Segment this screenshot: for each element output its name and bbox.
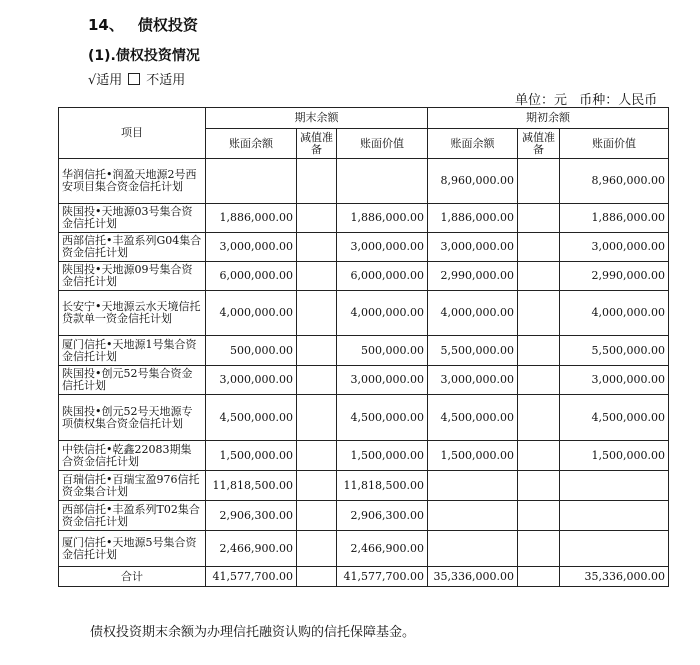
begin-impairment: [518, 233, 560, 262]
total-end-balance: 41,577,700.00: [206, 567, 297, 587]
begin-value: [560, 531, 669, 567]
end-impairment: [297, 441, 337, 471]
table-row: [59, 291, 669, 336]
header-end-impairment: 减值准备: [297, 129, 337, 159]
end-value: 1,886,000.00: [337, 204, 428, 233]
header-begin-group: 期初余额: [428, 108, 669, 129]
begin-impairment: [518, 291, 560, 336]
table-row: [59, 471, 669, 501]
end-impairment: [297, 159, 337, 204]
total-begin-value: 35,336,000.00: [560, 567, 669, 587]
begin-impairment: [518, 501, 560, 531]
header-begin-book-balance: 账面余额: [428, 129, 518, 159]
section-heading: [88, 14, 198, 35]
table-row: [59, 531, 669, 567]
header-end-book-value: 账面价值: [337, 129, 428, 159]
row-name: 中铁信托•乾鑫22083期集合资金信托计划: [59, 441, 206, 471]
table-row: [59, 441, 669, 471]
end-impairment: [297, 204, 337, 233]
begin-impairment: [518, 204, 560, 233]
end-balance: 500,000.00: [206, 336, 297, 366]
end-impairment: [297, 291, 337, 336]
table-row: [59, 159, 669, 204]
begin-balance: 4,000,000.00: [428, 291, 518, 336]
begin-balance: [428, 501, 518, 531]
begin-impairment: [518, 471, 560, 501]
begin-value: 5,500,000.00: [560, 336, 669, 366]
total-begin-impairment: [518, 567, 560, 587]
table-row: [59, 204, 669, 233]
row-name: 陕国投•创元52号天地源专项债权集合资金信托计划: [59, 395, 206, 441]
begin-value: 4,500,000.00: [560, 395, 669, 441]
end-impairment: [297, 233, 337, 262]
begin-value: 1,500,000.00: [560, 441, 669, 471]
begin-balance: [428, 471, 518, 501]
begin-impairment: [518, 366, 560, 395]
end-impairment: [297, 395, 337, 441]
header-begin-book-value: 账面价值: [560, 129, 669, 159]
section-title: 债权投资: [137, 16, 198, 34]
not-applicable-option: 不适用: [146, 73, 186, 88]
end-balance: 11,818,500.00: [206, 471, 297, 501]
begin-balance: 3,000,000.00: [428, 366, 518, 395]
end-impairment: [297, 471, 337, 501]
end-balance: 6,000,000.00: [206, 262, 297, 291]
begin-impairment: [518, 395, 560, 441]
begin-balance: 3,000,000.00: [428, 233, 518, 262]
unit-line: [515, 89, 661, 108]
table-row: [59, 395, 669, 441]
end-value: 500,000.00: [337, 336, 428, 366]
begin-value: [560, 501, 669, 531]
end-value: 11,818,500.00: [337, 471, 428, 501]
unchecked-box-icon: [128, 73, 140, 85]
row-name: 西部信托•丰盈系列G04集合资金信托计划: [59, 233, 206, 262]
row-name: 陕国投•天地源09号集合资金信托计划: [59, 262, 206, 291]
end-impairment: [297, 531, 337, 567]
header-end-group: 期末余额: [206, 108, 428, 129]
begin-impairment: [518, 159, 560, 204]
end-value: 2,906,300.00: [337, 501, 428, 531]
end-value: 4,000,000.00: [337, 291, 428, 336]
row-name: 陕国投•天地源03号集合资金信托计划: [59, 204, 206, 233]
end-impairment: [297, 366, 337, 395]
end-value: 3,000,000.00: [337, 233, 428, 262]
begin-impairment: [518, 441, 560, 471]
begin-impairment: [518, 531, 560, 567]
end-balance: 1,886,000.00: [206, 204, 297, 233]
table-row: [59, 336, 669, 366]
begin-balance: 8,960,000.00: [428, 159, 518, 204]
begin-value: 2,990,000.00: [560, 262, 669, 291]
end-balance: 3,000,000.00: [206, 233, 297, 262]
row-name: 厦门信托•天地源5号集合资金信托计划: [59, 531, 206, 567]
row-name: 陕国投•创元52号集合资金信托计划: [59, 366, 206, 395]
currency-label: 币种：人民币: [579, 93, 658, 108]
header-begin-impairment: 减值准备: [518, 129, 560, 159]
end-balance: 4,000,000.00: [206, 291, 297, 336]
end-balance: 2,466,900.00: [206, 531, 297, 567]
end-balance: 2,906,300.00: [206, 501, 297, 531]
begin-balance: 4,500,000.00: [428, 395, 518, 441]
end-value: 2,466,900.00: [337, 531, 428, 567]
table-row: [59, 501, 669, 531]
table-row: [59, 262, 669, 291]
debt-investment-table: [58, 107, 669, 587]
row-name: 百瑞信托•百瑞宝盈976信托资金集合计划: [59, 471, 206, 501]
unit-label: 单位：元: [515, 93, 568, 108]
row-name: 厦门信托•天地源1号集合资金信托计划: [59, 336, 206, 366]
end-balance: 4,500,000.00: [206, 395, 297, 441]
end-value: 3,000,000.00: [337, 366, 428, 395]
table-row: [59, 233, 669, 262]
subsection-title: (1).债权投资情况: [88, 48, 200, 64]
section-number: 14、: [88, 16, 124, 34]
end-balance: 1,500,000.00: [206, 441, 297, 471]
end-balance: 3,000,000.00: [206, 366, 297, 395]
begin-value: 8,960,000.00: [560, 159, 669, 204]
row-name: 长安宁•天地源云水天境信托贷款单一资金信托计划: [59, 291, 206, 336]
row-name: 西部信托•丰盈系列T02集合资金信托计划: [59, 501, 206, 531]
header-end-book-balance: 账面余额: [206, 129, 297, 159]
begin-balance: 1,886,000.00: [428, 204, 518, 233]
begin-value: 3,000,000.00: [560, 233, 669, 262]
applicability-options: [88, 69, 191, 88]
total-begin-balance: 35,336,000.00: [428, 567, 518, 587]
begin-balance: 1,500,000.00: [428, 441, 518, 471]
begin-balance: 2,990,000.00: [428, 262, 518, 291]
begin-balance: [428, 531, 518, 567]
table-row: [59, 366, 669, 395]
begin-value: 4,000,000.00: [560, 291, 669, 336]
applicable-option: √适用: [88, 73, 123, 88]
begin-balance: 5,500,000.00: [428, 336, 518, 366]
end-impairment: [297, 336, 337, 366]
end-value: 4,500,000.00: [337, 395, 428, 441]
end-value: 1,500,000.00: [337, 441, 428, 471]
total-label: 合计: [59, 567, 206, 587]
end-balance: [206, 159, 297, 204]
begin-value: 1,886,000.00: [560, 204, 669, 233]
row-name: 华润信托•润盈天地源2号西安项目集合资金信托计划: [59, 159, 206, 204]
footnote: 债权投资期末余额为办理信托融资认购的信托保障基金。: [90, 625, 416, 640]
begin-impairment: [518, 336, 560, 366]
end-value: [337, 159, 428, 204]
begin-value: [560, 471, 669, 501]
total-end-value: 41,577,700.00: [337, 567, 428, 587]
begin-impairment: [518, 262, 560, 291]
header-item: 项目: [59, 108, 206, 159]
end-impairment: [297, 262, 337, 291]
end-impairment: [297, 501, 337, 531]
total-row: [59, 567, 669, 587]
end-value: 6,000,000.00: [337, 262, 428, 291]
total-end-impairment: [297, 567, 337, 587]
begin-value: 3,000,000.00: [560, 366, 669, 395]
